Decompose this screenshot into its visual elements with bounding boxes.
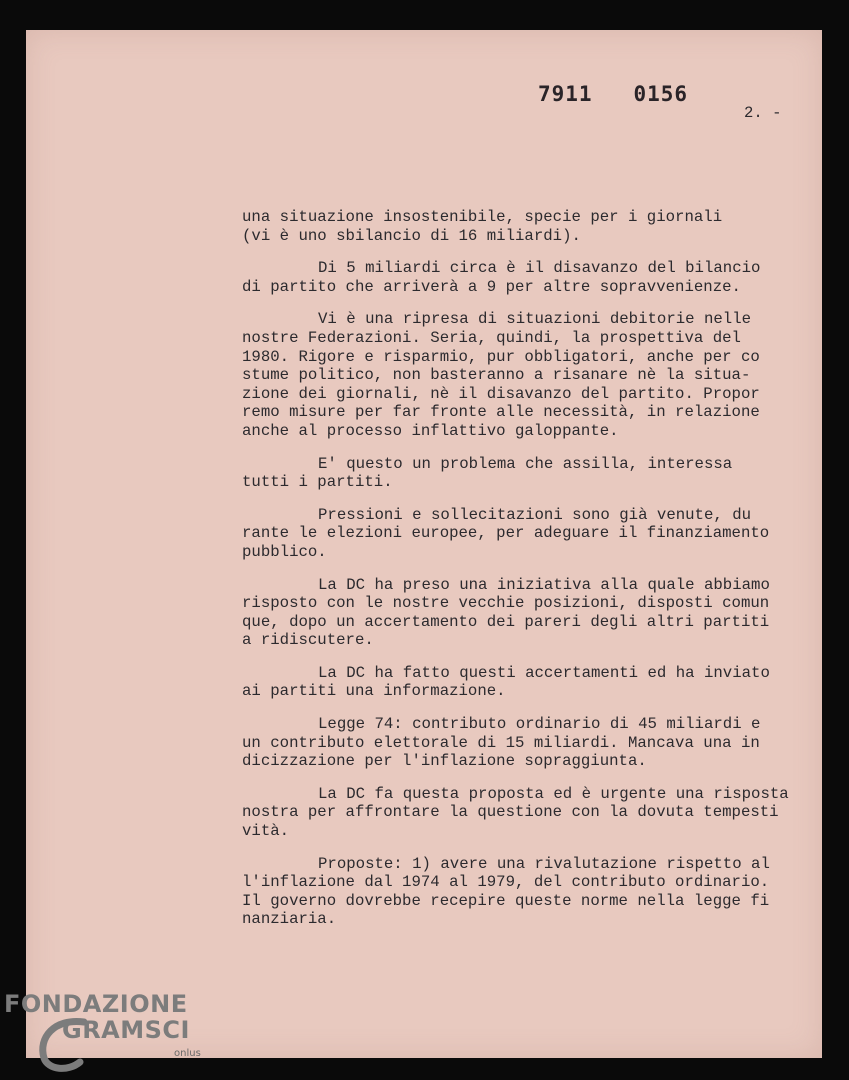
text-line: un contributo elettorale di 15 miliardi. Mancava una in	[242, 733, 760, 752]
text-line: una situazione insostenibile, specie per i giornali	[242, 208, 723, 226]
text-line: (vi è uno sbilancio di 16 miliardi).	[242, 226, 581, 245]
text-line: stume politico, non basteranno a risanare nè la situa-	[242, 366, 751, 385]
text-line: E' questo un problema che assilla, interessa	[318, 454, 733, 473]
text-line: tutti i partiti.	[242, 473, 393, 492]
paragraph	[242, 855, 802, 929]
logo-text-fondazione: FONDAZIONE	[4, 990, 188, 1018]
text-line: risposto con le nostre vecchie posizioni, disposti comun	[242, 594, 770, 613]
paragraph	[242, 715, 802, 771]
text-line: Proposte: 1) avere una rivalutazione rispetto al	[318, 854, 770, 873]
text-line: La DC fa questa proposta ed è urgente una risposta	[318, 784, 789, 803]
paragraph	[242, 259, 802, 296]
logo-text-gramsci: GRAMSCI	[62, 1016, 190, 1044]
text-line: Il governo dovrebbe recepire queste norme nella legge fi	[242, 891, 770, 910]
text-line: remo misure per far fronte alle necessità, in relazione	[242, 403, 760, 422]
text-line: dicizzazione per l'inflazione sopraggiunta.	[242, 752, 647, 771]
text-line: que, dopo un accertamento dei pareri degli altri partiti	[242, 612, 770, 631]
text-line: l'inflazione dal 1974 al 1979, del contributo ordinario.	[242, 873, 770, 892]
text-line: La DC ha preso una iniziativa alla quale abbiamo	[318, 575, 770, 594]
logo-text-onlus: onlus	[174, 1048, 201, 1059]
text-line: pubblico.	[242, 542, 327, 561]
paragraph	[242, 455, 802, 492]
document-body	[242, 208, 802, 943]
text-line: nostre Federazioni. Seria, quindi, la prospettiva del	[242, 328, 741, 347]
text-line: vità.	[242, 822, 290, 841]
paragraph	[242, 576, 802, 650]
text-line: 1980. Rigore e risparmio, pur obbligatori, anche per co	[242, 347, 760, 366]
archive-number: 7911 0156	[538, 82, 689, 106]
text-line: nostra per affrontare la questione con la dovuta tempesti	[242, 803, 779, 822]
text-line: La DC ha fatto questi accertamenti ed ha inviato	[318, 663, 770, 682]
text-line: di partito che arriverà a 9 per altre sopravvenienze.	[242, 277, 741, 296]
fondazione-gramsci-logo	[4, 986, 214, 1076]
text-line: ai partiti una informazione.	[242, 682, 506, 701]
paragraph	[242, 310, 802, 440]
paragraph	[242, 664, 802, 701]
paragraph	[242, 506, 802, 562]
text-line: Di 5 miliardi circa è il disavanzo del bilancio	[318, 259, 761, 278]
text-line: Vi è una ripresa di situazioni debitorie nelle	[318, 310, 752, 329]
paragraph	[242, 208, 802, 245]
text-line: rante le elezioni europee, per adeguare il finanziamento	[242, 524, 770, 543]
text-line: nanziaria.	[242, 910, 337, 929]
text-line: Pressioni e sollecitazioni sono già venute, du	[318, 505, 752, 524]
paragraph	[242, 785, 802, 841]
document-page	[26, 30, 822, 1058]
text-line: anche al processo inflattivo galoppante.	[242, 421, 619, 440]
text-line: a ridiscutere.	[242, 631, 374, 650]
page-number: 2. -	[744, 104, 782, 122]
text-line: zione dei giornali, nè il disavanzo del partito. Propor	[242, 384, 760, 403]
text-line: Legge 74: contributo ordinario di 45 miliardi e	[318, 715, 761, 734]
